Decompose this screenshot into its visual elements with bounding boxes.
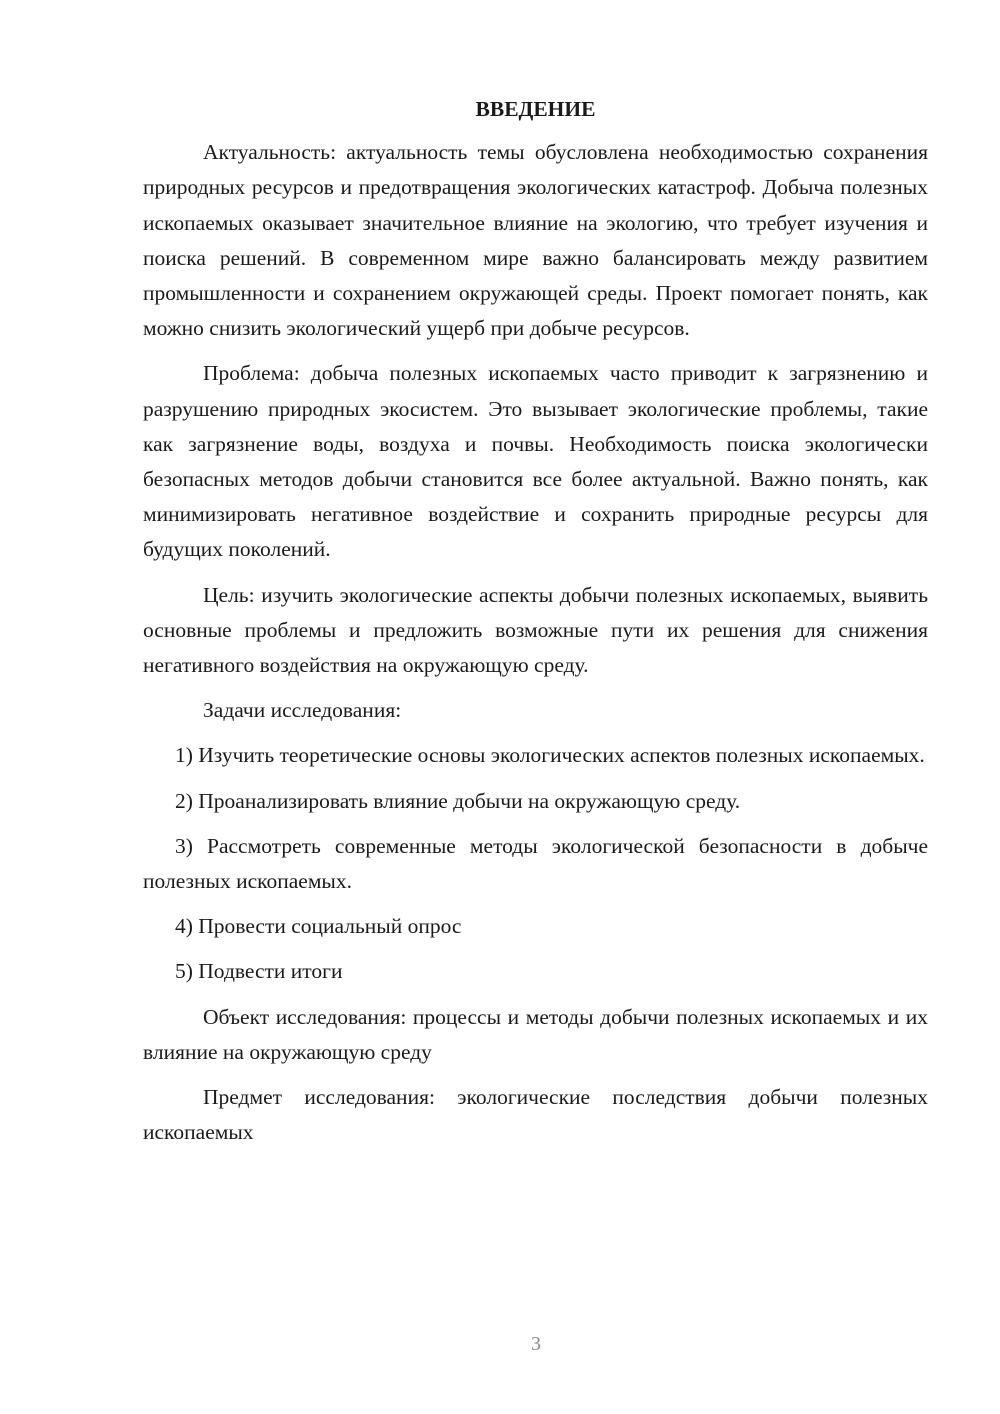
- document-page: [143, 92, 928, 1160]
- object-paragraph: Объект исследования: процессы и методы добычи полезных ископаемых и их влияние на окружающую среду: [143, 1004, 928, 1064]
- subject-paragraph: Предмет исследования: экологические последствия добычи полезных ископаемых: [143, 1085, 928, 1145]
- task-item-5: 5) Подвести итоги: [175, 959, 343, 984]
- task-item-3: 3) Рассмотреть современные методы экологической безопасности в добыче полезных ископаемых.: [143, 833, 928, 894]
- tasks-heading: Задачи исследования:: [203, 698, 402, 723]
- task-item-2: 2) Проанализировать влияние добычи на окружающую среду.: [175, 788, 741, 813]
- page-number: 3: [531, 1333, 541, 1355]
- problem-paragraph: Проблема: добыча полезных ископаемых часто приводит к загрязнению и разрушению природных экосистем. Это вызывает экологические проблемы, такие как загрязнение воды, воздуха и почвы. Необходимость поиска экологически безопасных методов добычи становится все более актуальной. Важно понять, как минимизировать негативное воздействие и сохранить природные ресурсы для будущих поколений.: [143, 361, 928, 562]
- goal-paragraph: Цель: изучить экологические аспекты добычи полезных ископаемых, выявить основные проблемы и предложить возможные пути их решения для снижения негативного воздействия на окружающую среду.: [143, 582, 928, 678]
- page-title: ВВЕДЕНИЕ: [475, 97, 596, 121]
- relevance-paragraph: Актуальность: актуальность темы обусловлена необходимостью сохранения природных ресурсов и предотвращения экологических катастроф. Добыча полезных ископаемых оказывает значительное влияние на экологию, что требует изучения и поиска решений. В современном мире важно балансировать между развитием промышленности и сохранением окружающей среды. Проект помогает понять, как можно снизить экологический ущерб при добыче ресурсов.: [143, 140, 928, 341]
- task-item-4: 4) Провести социальный опрос: [175, 914, 462, 939]
- task-item-1: 1) Изучить теоретические основы экологических аспектов полезных ископаемых.: [175, 743, 925, 768]
